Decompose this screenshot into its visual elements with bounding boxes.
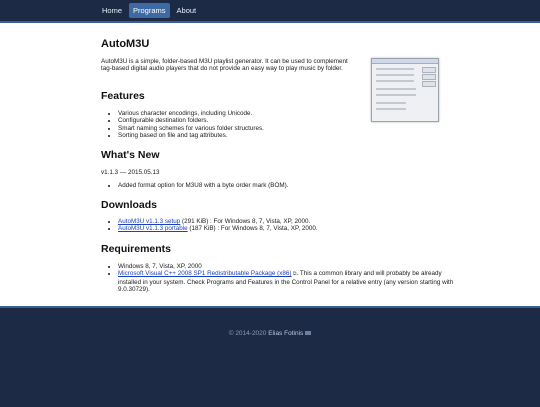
features-heading: Features xyxy=(101,90,145,102)
list-item: • Windows 8, 7, Vista, XP, 2000 xyxy=(118,263,458,270)
main-nav xyxy=(98,3,200,18)
field-row xyxy=(376,108,406,110)
download-portable-desc: (187 KiB) : For Windows 8, 7, Vista, XP, 2000. xyxy=(187,225,318,233)
field-row xyxy=(376,74,414,76)
dialog-button xyxy=(422,74,436,80)
intro-text: AutoM3U is a simple, folder-based M3U playlist generator. It can be used to complement tag-based digital audio players that do not provide an easy way to play music by folder. xyxy=(101,58,348,73)
download-setup-link[interactable]: AutoM3U v1.1.3 setup xyxy=(118,218,181,225)
footer-text xyxy=(0,330,540,337)
vc-redist-link[interactable]: Microsoft Visual C++ 2008 SP1 Redistributable Package (x86) xyxy=(118,270,292,278)
top-navbar xyxy=(0,0,540,23)
whats-new-list xyxy=(101,182,418,189)
download-portable-link[interactable]: AutoM3U v1.1.3 portable xyxy=(118,225,188,233)
download-portable-item xyxy=(118,225,438,232)
list-item: • Added format option for M3U8 with a byte order mark (BOM). xyxy=(118,182,418,189)
field-row xyxy=(376,88,416,90)
field-row xyxy=(376,94,416,96)
list-item: • Sorting based on file and tag attributes. xyxy=(118,132,418,139)
requirements-list xyxy=(101,263,458,294)
requirements-heading: Requirements xyxy=(101,243,172,255)
dialog-button xyxy=(422,67,436,73)
field-row xyxy=(376,102,406,104)
app-screenshot-thumbnail[interactable] xyxy=(371,58,439,122)
window-titlebar xyxy=(372,59,438,64)
list-item: • Configurable destination folders. xyxy=(118,117,418,124)
page-title: AutoM3U xyxy=(101,38,150,50)
version-line: v1.1.3 — 2015.05.13 xyxy=(101,169,160,176)
downloads-list xyxy=(101,218,438,233)
downloads-heading: Downloads xyxy=(101,199,158,211)
field-row xyxy=(376,80,414,82)
vc-requirement-item xyxy=(118,270,458,293)
download-setup-item xyxy=(118,218,438,225)
copyright: © 2014-2020 xyxy=(228,330,267,337)
whats-new-heading: What's New xyxy=(101,149,160,161)
nav-about[interactable]: About xyxy=(176,6,197,15)
list-item: • Various character encodings, including Unicode. xyxy=(118,110,418,117)
download-setup-desc: (291 KiB) : For Windows 8, 7, Vista, XP, 2000. xyxy=(180,218,311,225)
field-row xyxy=(376,68,414,70)
external-link-icon: ⧉ xyxy=(291,271,297,278)
flag-icon xyxy=(305,331,311,335)
footer xyxy=(0,306,540,407)
dialog-button xyxy=(422,81,436,87)
vc-requirement-desc: . This a common library and will probably be already installed in your system. Check Programs and Features in the Control Panel for a relative entry (any version starting with 9.0.30729). xyxy=(118,270,454,294)
author-link[interactable]: Elias Fotinis xyxy=(268,330,304,337)
nav-home[interactable]: Home xyxy=(102,6,123,15)
nav-programs[interactable]: Programs xyxy=(129,3,170,18)
list-item: • Smart naming schemes for various folder structures. xyxy=(118,125,418,132)
